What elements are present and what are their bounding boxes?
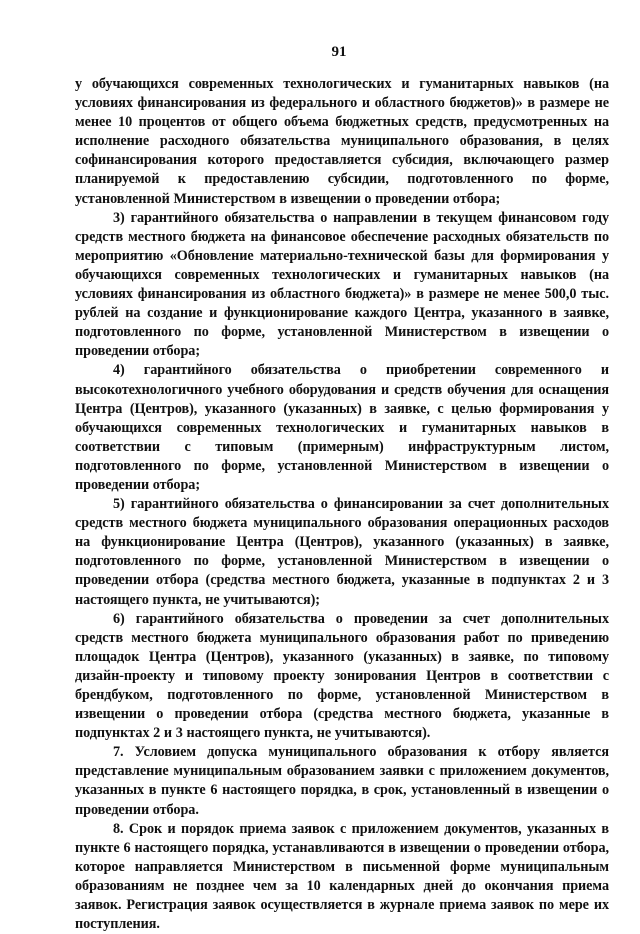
paragraph-item-6: 6) гарантийного обязательства о проведении за счет дополнительных средств местного бюджета муниципального образования работ по приведению площадок Центра (Центров), указанного (указанных) в заявке, по типовому дизайн-проекту и типовому проекту зонирования Центров в соответствии с брендбуком, подготовленного по форме, установленной Министерством в извещении о проведении отбора (средства местного бюджета, указанные в подпунктах 2 и 3 настоящего пункта, не учитываются). xyxy=(75,610,609,742)
paragraph-continuation: у обучающихся современных технологических и гуманитарных навыков (на условиях финансирования из федерального и областного бюджетов)» в размере не менее 10 процентов от общего объема бюджетных средств, предусмотренных на исполнение расходного обязательства муниципального образования, в целях софинансирования которого предоставляется субсидия, включающего размер планируемой к предоставлению субсидии, подготовленного по форме, установленной Министерством в извещении о проведении отбора; xyxy=(75,76,609,207)
paragraph-clause-7: 7. Условием допуска муниципального образования к отбору является представление муниципальным образованием заявки с приложением документов, указанных в пункте 6 настоящего порядка, в срок, установленный в извещении о проведении отбора. xyxy=(75,744,609,818)
page-number: 91 xyxy=(331,44,347,60)
paragraph-item-5: 5) гарантийного обязательства о финансировании за счет дополнительных средств местного бюджета муниципального образования операционных расходов на функционирование Центра (Центров), указанного (указанных) в заявке, подготовленного по форме, установленной Министерством в извещении о проведении отбора (средства местного бюджета, указанные в подпунктах 2 и 3 настоящего пункта, не учитываются); xyxy=(75,496,609,608)
paragraph-item-4: 4) гарантийного обязательства о приобретении современного и высокотехнологичного учебного оборудования и средств обучения для оснащения Центра (Центров), указанного (указанных) в заявке, с целью формирования у обучающихся современных технологических и гуманитарных навыков в соответствии с типовым (примерным) инфраструктурным листом, подготовленного по форме, установленной Министерством в извещении о проведении отбора; xyxy=(75,362,609,493)
paragraph-clause-8: 8. Срок и порядок приема заявок с приложением документов, указанных в пункте 6 настоящего порядка, устанавливаются в извещении о проведении отбора, которое направляется Министерством в письменной форме муниципальным образованиям не позднее чем за 10 календарных дней до окончания приема заявок. Регистрация заявок осуществляется в журнале приема заявок по мере их поступления. xyxy=(75,820,609,933)
paragraph-item-3: 3) гарантийного обязательства о направлении в текущем финансовом году средств местного бюджета на финансовое обеспечение расходных обязательств по мероприятию «Обновление материально-технической базы для формирования у обучающихся современных технологических и гуманитарных навыков (на условиях финансирования из областного бюджета)» в размере не менее 500,0 тыс. рублей на создание и функционирование каждого Центра, указанного в заявке, подготовленного по форме, установленной Министерством в извещении о проведении отбора; xyxy=(75,209,609,360)
